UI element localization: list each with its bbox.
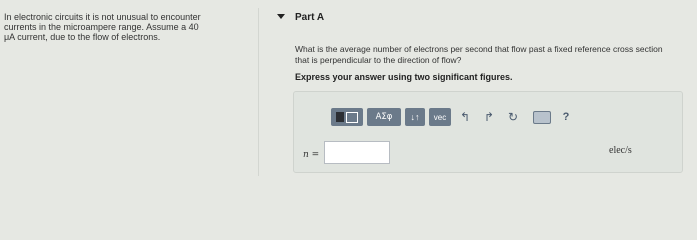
- question-text: [295, 44, 695, 66]
- template-block-icon: [336, 112, 344, 122]
- answer-instruction: Express your answer using two significant figures.: [295, 72, 513, 82]
- problem-line-3: μA current, due to the flow of electrons.: [4, 32, 161, 42]
- question-line-1: What is the average number of electrons per second that flow past a fixed reference cross section: [295, 44, 663, 54]
- answer-units: elec/s: [609, 145, 632, 156]
- answer-input[interactable]: [324, 141, 390, 164]
- part-title: Part A: [295, 12, 325, 23]
- undo-icon: ↰: [459, 110, 471, 124]
- answer-variable-label: n =: [303, 150, 320, 160]
- vector-button[interactable]: vec: [429, 108, 451, 126]
- redo-button[interactable]: [479, 108, 499, 126]
- greek-symbols-button[interactable]: ΑΣφ: [367, 108, 401, 126]
- problem-line-1: In electronic circuits it is not unusual to encounter: [4, 12, 201, 22]
- keyboard-icon[interactable]: [533, 111, 551, 124]
- reset-icon: ↻: [507, 110, 519, 124]
- collapse-caret-icon[interactable]: [277, 14, 285, 19]
- question-line-2: that is perpendicular to the direction of flow?: [295, 55, 462, 65]
- problem-line-2: currents in the microampere range. Assume a 40: [4, 22, 199, 32]
- templates-button[interactable]: [331, 108, 363, 126]
- redo-icon: ↱: [483, 110, 495, 124]
- help-button[interactable]: [557, 108, 575, 126]
- help-icon: ?: [562, 111, 570, 123]
- math-toolbar: [331, 107, 579, 127]
- undo-button[interactable]: [455, 108, 475, 126]
- reset-button[interactable]: [503, 108, 523, 126]
- problem-statement: [4, 12, 226, 42]
- template-root-icon: [346, 112, 358, 123]
- arrows-button[interactable]: ↓↑: [405, 108, 425, 126]
- panel-divider: [258, 8, 259, 176]
